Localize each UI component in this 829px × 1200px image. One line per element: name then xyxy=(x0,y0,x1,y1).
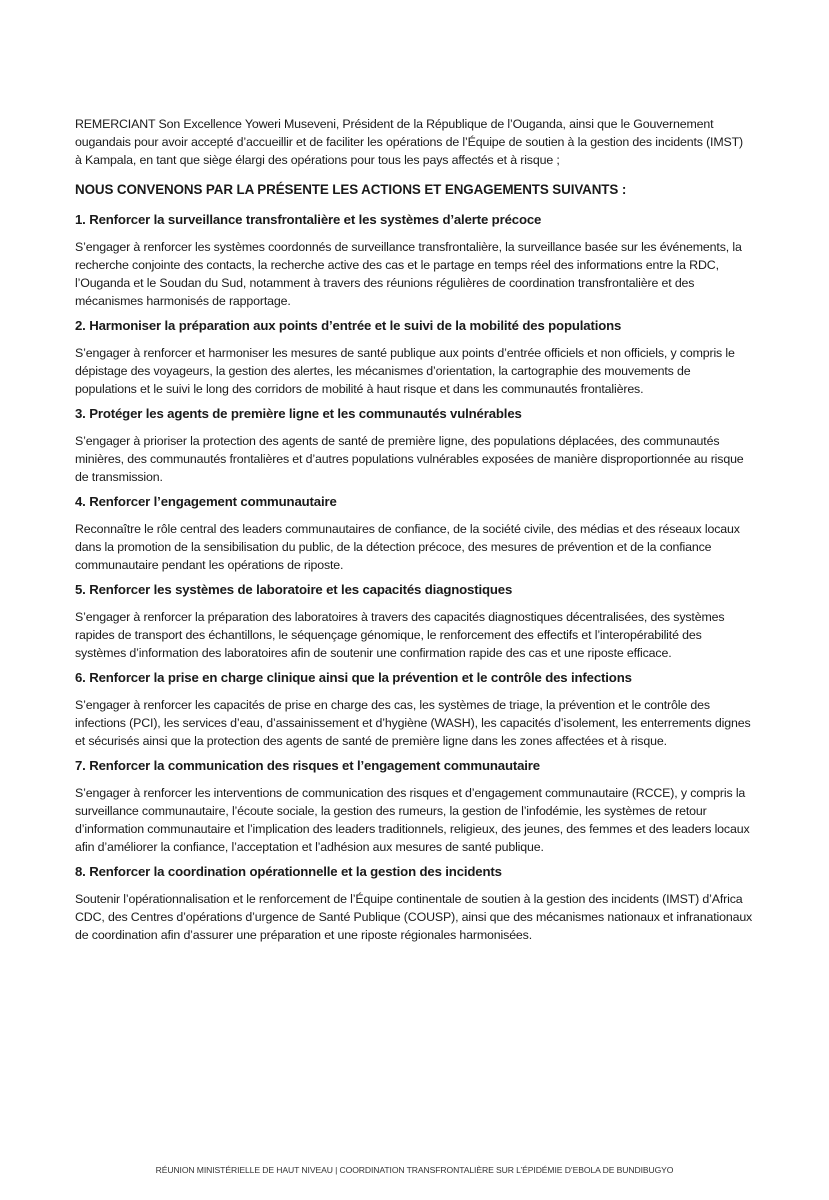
section-body: S’engager à renforcer et harmoniser les mesures de santé publique aux points d’entrée officiels et non officiels, y compris le dépistage des voyageurs, la gestion des alertes, les mécanismes d’orientation, la cartographie des mouvements de populations et le suivi le long des corridors de mobilité à haut risque et dans les communautés frontalières. xyxy=(75,346,735,396)
section-body: S’engager à renforcer les capacités de prise en charge des cas, les systèmes de triage, la prévention et le contrôle des infections (PCI), les services d’eau, d’assainissement et d’hygiène (WASH), les capacités d’isolement, les enterrements dignes et sécurisés ainsi que la protection des agents de santé de première ligne dans les zones affectées et à risque. xyxy=(75,698,751,748)
section-title: 6. Renforcer la prise en charge clinique ainsi que la prévention et le contrôle des infections xyxy=(75,670,632,685)
page-footer: RÉUNION MINISTÉRIELLE DE HAUT NIVEAU | COORDINATION TRANSFRONTALIÈRE SUR L’ÉPIDÉMIE D’EBOLA DE BUNDIBUGYO xyxy=(155,1165,674,1175)
section-body: Soutenir l’opérationnalisation et le renforcement de l’Équipe continentale de soutien à la gestion des incidents (IMST) d’Africa CDC, des Centres d’opérations d’urgence de Santé Publique (COUSP), ainsi que des mécanismes nationaux et infranationaux de coordination afin d’assurer une préparation et une riposte régionales harmonisées. xyxy=(75,892,753,942)
section-title: 1. Renforcer la surveillance transfrontalière et les systèmes d’alerte précoce xyxy=(75,212,542,227)
intro-paragraph: REMERCIANT Son Excellence Yoweri Museveni, Président de la République de l’Ouganda, ainsi que le Gouvernement ougandais pour avoir accepté d’accueillir et de faciliter les opérations de l’Équipe de soutien à la gestion des incidents (IMST) à Kampala, en tant que siège élargi des opérations pour tous les pays affectés et à risque ; xyxy=(75,117,744,167)
section-title: 2. Harmoniser la préparation aux points d’entrée et le suivi de la mobilité des populations xyxy=(75,318,622,333)
section-title: 4. Renforcer l’engagement communautaire xyxy=(75,494,337,509)
convene-heading: NOUS CONVENONS PAR LA PRÉSENTE LES ACTIONS ET ENGAGEMENTS SUIVANTS : xyxy=(75,182,627,197)
section-title: 7. Renforcer la communication des risques et l’engagement communautaire xyxy=(75,758,540,773)
section-title: 3. Protéger les agents de première ligne et les communautés vulnérables xyxy=(75,406,522,421)
section-7 xyxy=(75,757,753,856)
section-6 xyxy=(75,669,753,750)
section-8 xyxy=(75,863,753,944)
section-3 xyxy=(75,405,753,486)
section-body: Reconnaître le rôle central des leaders communautaires de confiance, de la société civile, des médias et des réseaux locaux dans la promotion de la sensibilisation du public, de la détection précoce, des mesures de prévention et de la confiance communautaire pendant les opérations de riposte. xyxy=(75,522,740,572)
section-1 xyxy=(75,211,753,310)
section-body: S’engager à renforcer la préparation des laboratoires à travers des capacités diagnostiques décentralisées, des systèmes rapides de transport des échantillons, le séquençage génomique, le renforcement des effectifs et l’interopérabilité des systèmes d’information des laboratoires afin de soutenir une confirmation rapide des cas et une riposte efficace. xyxy=(75,610,725,660)
section-body: S’engager à renforcer les systèmes coordonnés de surveillance transfrontalière, la surveillance basée sur les événements, la recherche conjointe des contacts, la recherche active des cas et le partage en temps réel des informations entre la RDC, l’Ouganda et le Soudan du Sud, notamment à travers des réunions régulières de coordination transfrontalière et des mécanismes harmonisés de rapportage. xyxy=(75,240,742,308)
section-2 xyxy=(75,317,753,398)
section-body: S’engager à renforcer les interventions de communication des risques et d’engagement communautaire (RCCE), y compris la surveillance communautaire, l’écoute sociale, la gestion des rumeurs, la gestion de l’infodémie, les systèmes de retour d’information communautaire et l’implication des leaders traditionnels, religieux, des jeunes, des femmes et des leaders locaux afin d’améliorer la confiance, l’acceptation et l’adhésion aux mesures de santé publique. xyxy=(75,786,750,854)
section-title: 8. Renforcer la coordination opérationnelle et la gestion des incidents xyxy=(75,864,502,879)
section-body: S’engager à prioriser la protection des agents de santé de première ligne, des populations déplacées, des communautés minières, des communautés frontalières et d’autres populations vulnérables exposées de manière disproportionnée au risque de transmission. xyxy=(75,434,744,484)
section-title: 5. Renforcer les systèmes de laboratoire et les capacités diagnostiques xyxy=(75,582,513,597)
document-body xyxy=(75,115,753,951)
section-4 xyxy=(75,493,753,574)
section-5 xyxy=(75,581,753,662)
